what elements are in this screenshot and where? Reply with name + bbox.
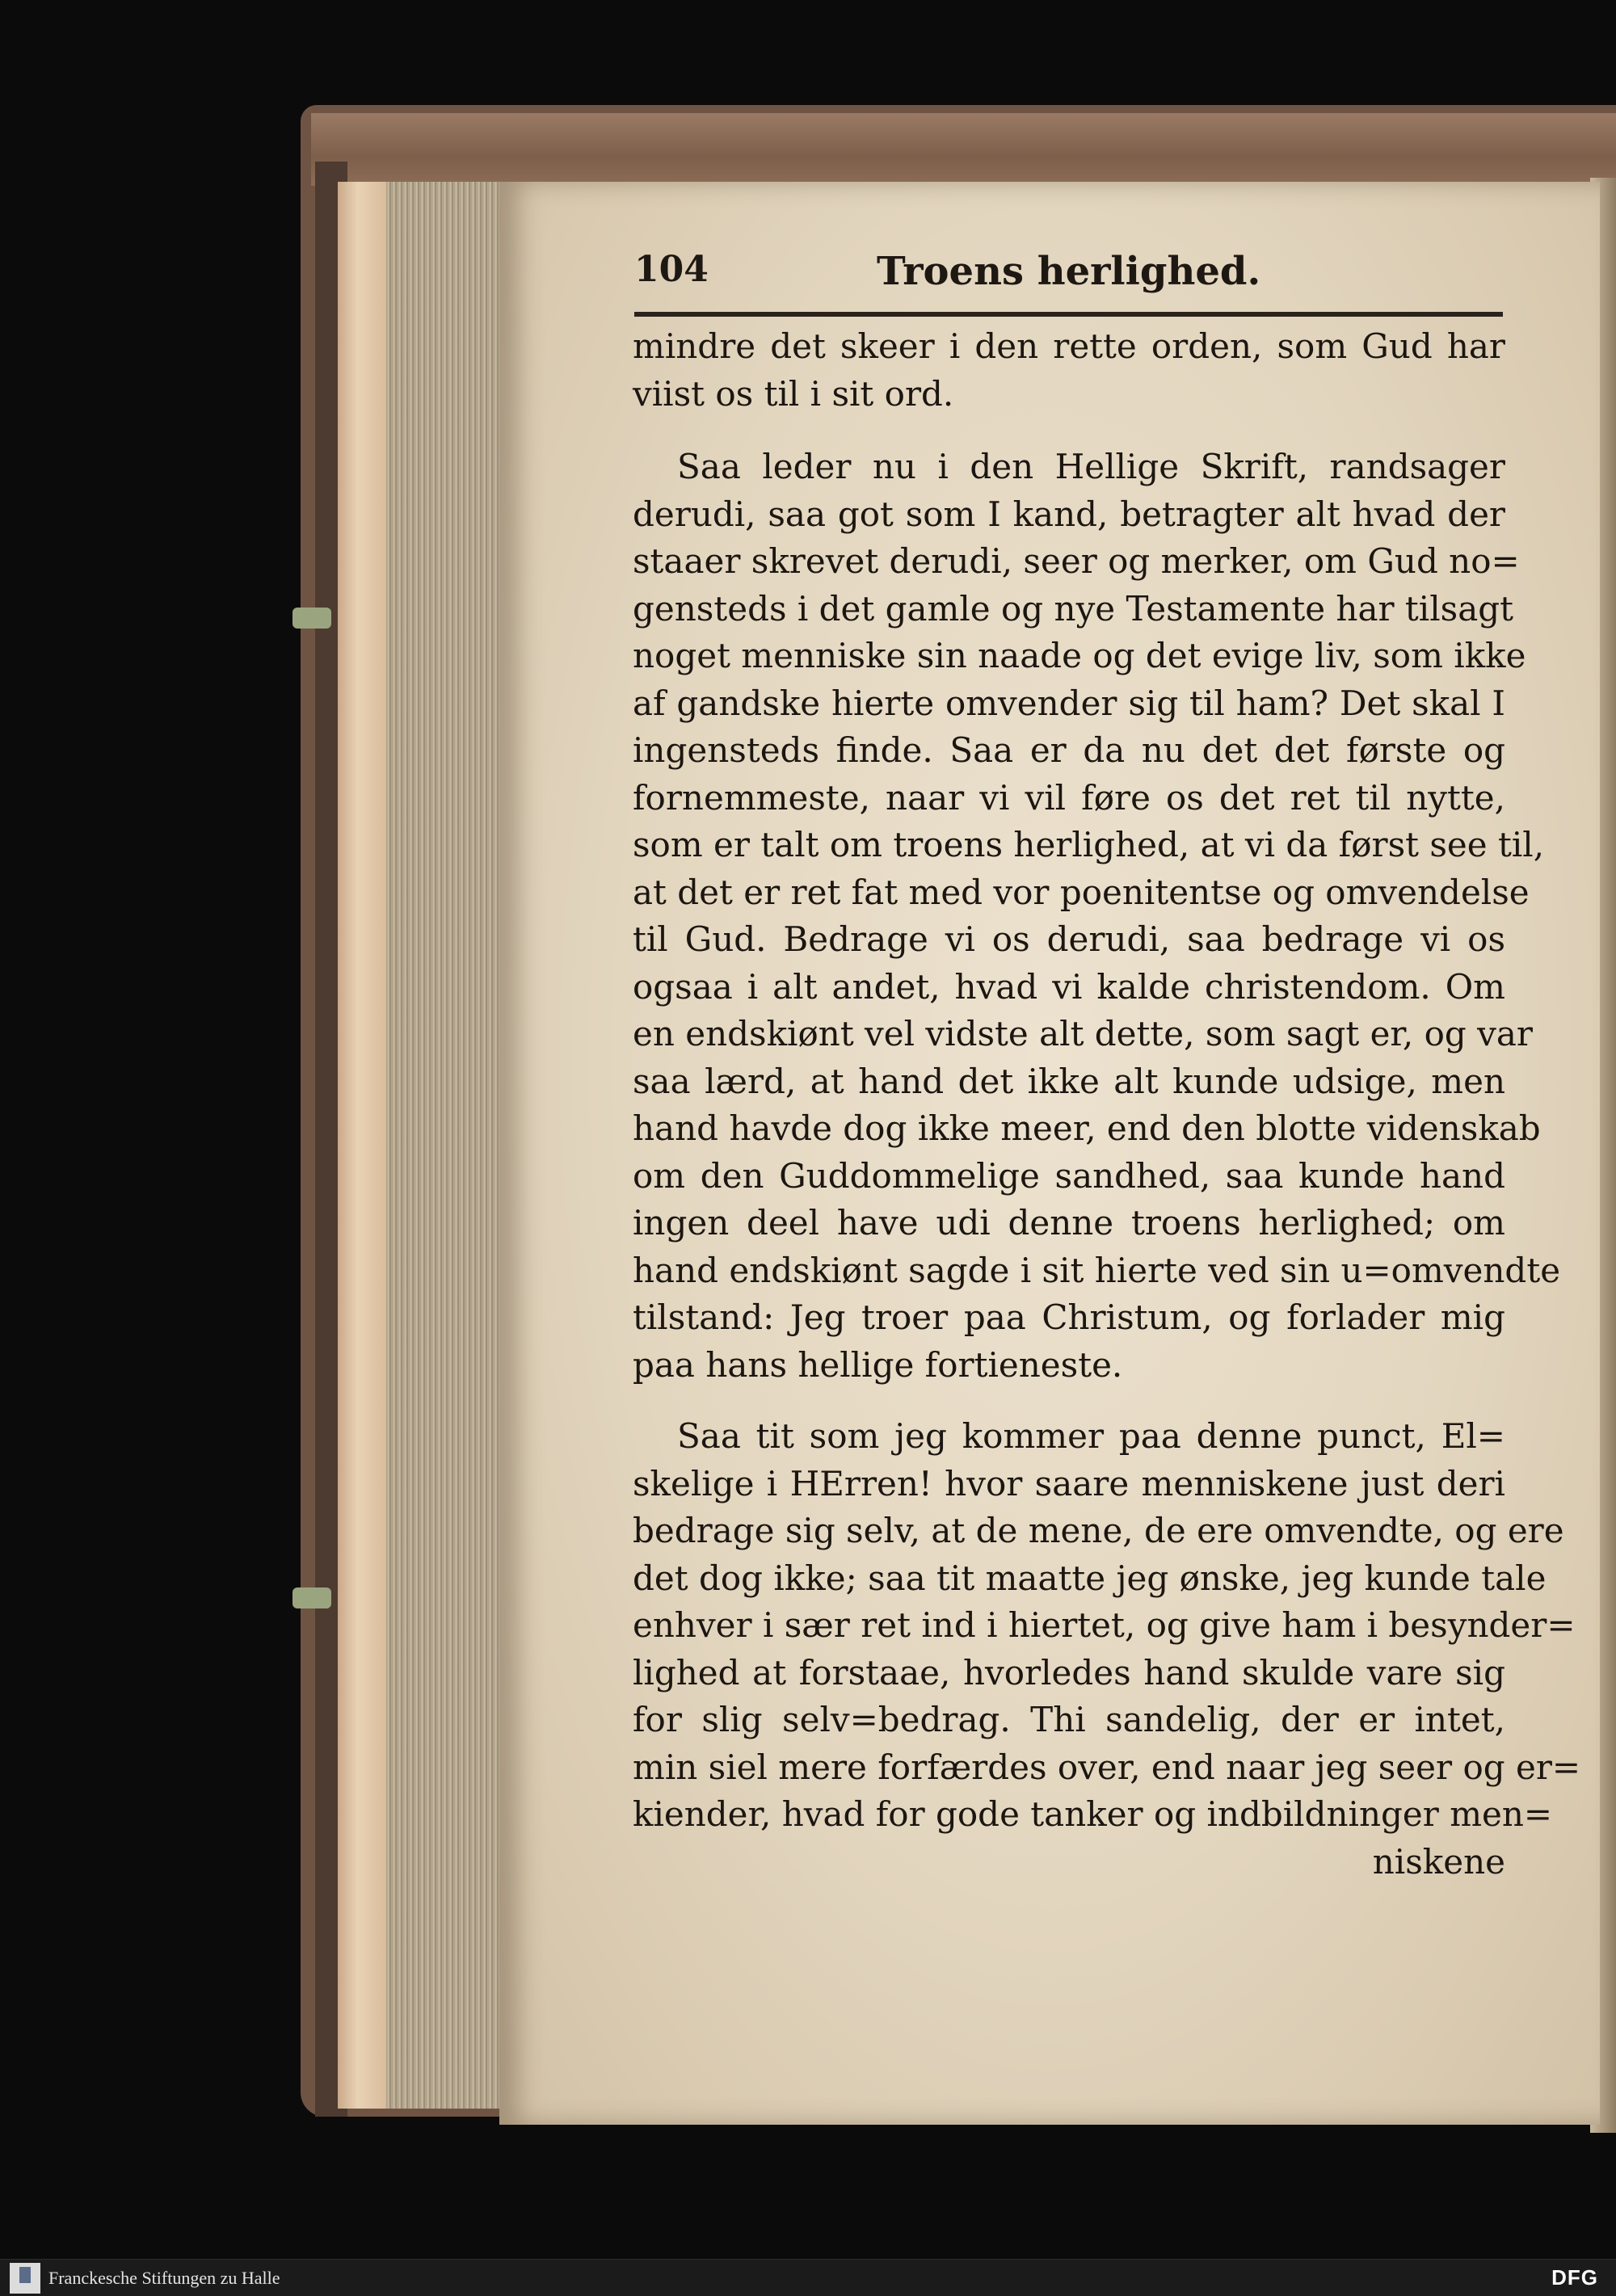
- endpaper-strip: [338, 182, 388, 2109]
- text-line: min siel mere forfærdes over, end naar jeg seer og er=: [633, 1747, 1581, 1787]
- running-title: Troens herlighed.: [877, 249, 1261, 294]
- text-line: Saa leder nu i den Hellige Skrift, randsager: [677, 447, 1505, 486]
- text-line: at det er ret fat med vor poenitentse og omvendelse: [633, 872, 1530, 912]
- institution-name: Franckesche Stiftungen zu Halle: [48, 2268, 280, 2288]
- funder-logo: DFG: [1551, 2265, 1598, 2290]
- text-line: ingen deel have udi denne troens herlighed; om: [633, 1203, 1505, 1243]
- text-line: bedrage sig selv, at de mene, de ere omvendte, og ere: [633, 1511, 1564, 1550]
- paragraph-gap: [633, 418, 1505, 444]
- running-head: [634, 249, 1503, 320]
- page-edges: [386, 182, 506, 2109]
- text-line: som er talt om troens herlighed, at vi da først see til,: [633, 825, 1545, 864]
- text-line: for slig selv=bedrag. Thi sandelig, der er intet,: [633, 1700, 1505, 1739]
- text-line: fornemmeste, naar vi vil føre os det ret til nytte,: [633, 777, 1505, 818]
- text-line: hand havde dog ikke meer, end den blotte videnskab: [633, 1108, 1541, 1148]
- text-line: en endskiønt vel vidste alt dette, som sagt er, og var: [633, 1014, 1533, 1053]
- text-line: tilstand: Jeg troer paa Christum, og forlader mig: [633, 1297, 1505, 1337]
- catchword: niskene: [1372, 1841, 1505, 1882]
- text-line: staaer skrevet derudi, seer og merker, om Gud no=: [633, 541, 1520, 581]
- institution-logo-icon: [10, 2263, 40, 2294]
- text-line: ogsaa i alt andet, hvad vi kalde christendom. Om: [633, 966, 1505, 1007]
- page-text: [633, 323, 1581, 1886]
- text-line: paa hans hellige fortieneste.: [633, 1344, 1123, 1385]
- text-line: mindre det skeer i den rette orden, som Gud har: [633, 326, 1505, 366]
- text-line: om den Guddommelige sandhed, saa kunde hand: [633, 1155, 1505, 1196]
- text-line: skelige i HErren! hvor saare menniskene just deri: [633, 1463, 1505, 1503]
- text-line: saa lærd, at hand det ikke alt kunde udsige, men: [633, 1061, 1505, 1101]
- text-line: ingensteds finde. Saa er da nu det det første og: [633, 730, 1505, 770]
- text-line: Saa tit som jeg kommer paa denne punct, El=: [677, 1416, 1505, 1456]
- paragraph-gap: [633, 1389, 1505, 1413]
- text-line: viist os til i sit ord.: [633, 373, 954, 414]
- clasp-tab-upper: [292, 608, 331, 629]
- viewer-footer: [0, 2259, 1616, 2296]
- text-line: det dog ikke; saa tit maatte jeg ønske, jeg kunde tale: [633, 1558, 1547, 1598]
- text-line: af gandske hierte omvender sig til ham? Det skal I: [633, 683, 1505, 723]
- text-line: enhver i sær ret ind i hiertet, og give ham i besynder=: [633, 1605, 1576, 1645]
- text-line: lighed at forstaae, hvorledes hand skulde vare sig: [633, 1652, 1505, 1693]
- text-line: derudi, saa got som I kand, betragter alt hvad der: [633, 494, 1505, 534]
- text-line: gensteds i det gamle og nye Testamente har tilsagt: [633, 588, 1514, 629]
- text-line: noget menniske sin naade og det evige liv, som ikke: [633, 636, 1526, 675]
- page-number: 104: [634, 249, 709, 290]
- clasp-tab-lower: [292, 1587, 331, 1608]
- book-cover-top-edge: [311, 113, 1616, 186]
- text-line: til Gud. Bedrage vi os derudi, saa bedrage vi os: [633, 919, 1505, 959]
- text-line: kiender, hvad for gode tanker og indbildninger men=: [633, 1794, 1553, 1834]
- text-line: hand endskiønt sagde i sit hierte ved sin u=omvendte: [633, 1250, 1561, 1290]
- header-rule: [634, 312, 1503, 317]
